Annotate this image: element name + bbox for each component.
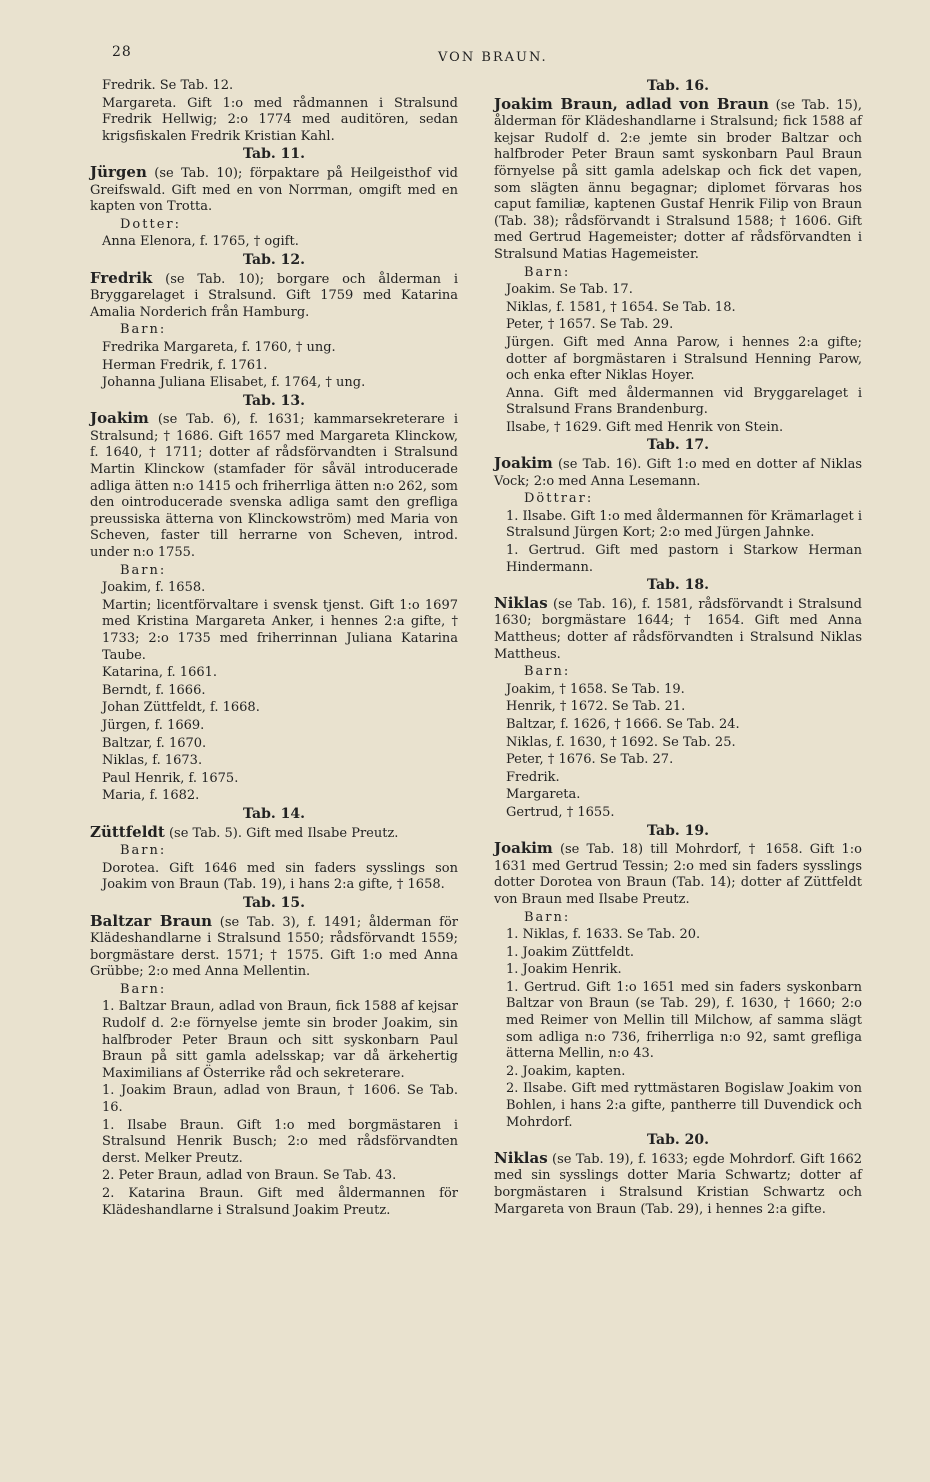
family-entry	[494, 1150, 862, 1218]
list-item: 1. Joakim Züttfeldt.	[506, 944, 635, 960]
list-item: Berndt, f. 1666.	[102, 682, 206, 698]
list-item: 1. Gertrud. Gift med pastorn i Starkow Herman Hindermann.	[506, 543, 862, 575]
entry-text: (se Tab. 10); förpaktare på Heilgeisthof vid Greifswald. Gift med en von Norrman, omgift med en kapten von Trotta.	[90, 165, 458, 215]
table-heading: Tab. 12.	[242, 251, 306, 268]
list-item: Martin; licentförvaltare i svensk tjenst. Gift 1:o 1697 med Kristina Margareta Anker, i hennes 2:a gifte, † 1733; 2:o 1735 med friherrinnan Juliana Katarina Taube.	[102, 597, 458, 663]
list-item: Fredrik.	[506, 769, 560, 785]
list-item: Niklas, f. 1673.	[102, 753, 203, 769]
section-label: Barn:	[524, 264, 571, 280]
list-item: Katarina, f. 1661.	[102, 665, 218, 681]
family-entry	[494, 595, 862, 663]
list-item: Fredrik. Se Tab. 12.	[102, 78, 234, 93]
list-item: Fredrika Margareta, f. 1760, † ung.	[102, 339, 336, 355]
list-item: 1. Niklas, f. 1633. Se Tab. 20.	[506, 927, 701, 943]
list-item: Peter, † 1676. Se Tab. 27.	[506, 752, 674, 768]
list-item: Margareta.	[506, 787, 581, 803]
entry-text: (se Tab. 19), f. 1633; egde Mohrdorf. Gift 1662 med sin sysslings dotter Maria Schwartz; dotter af borgmästaren i Stralsund Kristian Schwartz och Margareta von Braun (Tab. 29), i hennes 2:a gifte.	[494, 1151, 862, 1217]
list-item: Jürgen, f. 1669.	[102, 717, 205, 733]
table-heading: Tab. 18.	[646, 577, 710, 594]
list-item: Baltzar, f. 1670.	[102, 735, 207, 751]
list-item: Ilsabe, † 1629. Gift med Henrik von Stein.	[506, 419, 784, 435]
list-item: 1. Joakim Braun, adlad von Braun, † 1606. Se Tab. 16.	[102, 1083, 458, 1116]
person-name: Niklas	[494, 1148, 548, 1167]
person-name: Jürgen	[90, 162, 147, 181]
list-item: 2. Peter Braun, adlad von Braun. Se Tab. 43.	[102, 1168, 397, 1184]
family-entry	[494, 840, 862, 908]
list-item: Joakim. Se Tab. 17.	[506, 282, 633, 298]
list-item: 2. Joakim, kapten.	[506, 1063, 626, 1079]
list-item: Maria, f. 1682.	[102, 788, 200, 804]
list-item: Dorotea. Gift 1646 med sin faders sysslings son Joakim von Braun (Tab. 19), i hans 2:a gifte, † 1658.	[102, 860, 458, 893]
family-entry	[90, 913, 458, 981]
list-item: Johanna Juliana Elisabet, f. 1764, † ung.	[102, 375, 366, 391]
person-name: Baltzar Braun	[90, 911, 213, 930]
family-entry	[494, 96, 862, 264]
entry-text: (se Tab. 18) till Mohrdorf, † 1658. Gift 1:o 1631 med Gertrud Tessin; 2:o med sin faders sysslings dotter Dorotea von Braun (Tab. 14); dotter af Züttfeldt von Braun med Ilsabe Preutz.	[494, 842, 862, 907]
right-column	[494, 78, 862, 1219]
list-item: Baltzar, f. 1626, † 1666. Se Tab. 24.	[506, 716, 740, 732]
list-item: Joakim, † 1658. Se Tab. 19.	[506, 681, 685, 697]
list-item: Paul Henrik, f. 1675.	[102, 770, 239, 786]
table-heading: Tab. 19.	[646, 822, 710, 839]
list-item: Niklas, f. 1581, † 1654. Se Tab. 18.	[506, 299, 736, 315]
list-item: Jürgen. Gift med Anna Parow, i hennes 2:a gifte; dotter af borgmästaren i Stralsund Henning Parow, och enka efter Niklas Hoyer.	[506, 334, 862, 384]
section-label: Dotter:	[120, 216, 181, 232]
section-label: Barn:	[120, 843, 167, 859]
entry-text: (se Tab. 6), f. 1631; kammarsekreterare i Stralsund; † 1686. Gift 1657 med Margareta Klinckow, f. 1640, † 1711; dotter af rådsförvandten i Stralsund Martin Klinckow (stamfader för såväl introducerade adliga ätten n:o 1415 och friherrliga ätten n:o 262, som den ointroducerade svenska adliga samt den grefliga preussiska ätterna von Klinckowström) med Maria von Scheven, faster till herrarne von Scheven, introd. under n:o 1755.	[90, 412, 458, 561]
list-item: Herman Fredrik, f. 1761.	[102, 357, 268, 373]
entry-text: (se Tab. 10); borgare och ålderman i Bryggarelaget i Stralsund. Gift 1759 med Katarina Amalia Norderich från Hamburg.	[90, 271, 458, 320]
table-heading: Tab. 11.	[242, 146, 306, 163]
list-item: 1. Joakim Henrik.	[506, 962, 622, 978]
list-item: 1. Ilsabe. Gift 1:o med åldermannen för Krämarlaget i Stralsund Jürgen Kort; 2:o med Jürgen Jahnke.	[506, 508, 862, 541]
table-heading: Tab. 14.	[242, 805, 306, 822]
list-item: Henrik, † 1672. Se Tab. 21.	[506, 699, 686, 715]
table-heading: Tab. 17.	[646, 437, 710, 454]
family-entry	[90, 270, 458, 322]
table-heading: Tab. 15.	[242, 894, 306, 911]
entry-text: (se Tab. 16). Gift 1:o med en dotter af Niklas Vock; 2:o med Anna Lesemann.	[494, 457, 862, 489]
list-item: 2. Ilsabe. Gift med ryttmästaren Bogislaw Joakim von Bohlen, i hans 2:a gifte, pantherre till Duvendick och Mohrdorf.	[506, 1081, 862, 1130]
family-entry	[494, 455, 862, 490]
person-name: Fredrik	[90, 268, 153, 287]
person-name: Joakim Braun, adlad von Braun	[494, 94, 769, 113]
list-item: Niklas, f. 1630, † 1692. Se Tab. 25.	[506, 734, 736, 750]
list-item: 2. Katarina Braun. Gift med åldermannen för Klädeshandlarne i Stralsund Joakim Preutz.	[102, 1186, 458, 1218]
entry-text: (se Tab. 16), f. 1581, rådsförvandt i Stralsund 1630; borgmästare 1644; † 1654. Gift med Anna Mattheus; dotter af rådsförvandten i Stralsund Niklas Mattheus.	[494, 596, 862, 662]
section-label: Barn:	[120, 562, 167, 578]
page-number: 28	[112, 44, 132, 60]
section-label: Döttrar:	[524, 491, 594, 507]
section-label: Barn:	[120, 981, 167, 997]
list-item: Joakim, f. 1658.	[102, 580, 206, 596]
person-name: Joakim	[494, 839, 553, 858]
section-label: Barn:	[524, 664, 571, 680]
family-entry	[90, 410, 458, 561]
list-item: 1. Baltzar Braun, adlad von Braun, fick 1588 af kejsar Rudolf d. 2:e förnyelse jemte sin broder Joakim, sin halfbroder Peter Braun och sitt syskonbarn Paul Braun på sitt gamla adelsskap; var då ärkehertig Maximilians af Österrike råd och sekreterare.	[102, 999, 458, 1081]
family-entry	[90, 164, 458, 216]
list-item: Gertrud, † 1655.	[506, 804, 615, 820]
section-label: Barn:	[120, 322, 167, 338]
entry-text: (se Tab. 15), ålderman för Klädeshandlarne i Stralsund; fick 1588 af kejsar Rudolf d. 2:e jemte sin broder Baltzar och halfbroder Peter Braun samt syskonbarn Paul Braun förnyelse på sitt gamla adelskap och fick det vapen, som slägten ännu begagnar; diplomet förvaras hos caput familiæ, kaptenen Gustaf Henrik Filip von Braun (Tab. 38); rådsförvandt i Stralsund 1588; † 1606. Gift med Gertrud Hagemeister; dotter af rådsförvandten i Stralsund Matias Hagemeister.	[494, 97, 863, 262]
section-label: Barn:	[524, 909, 571, 925]
list-item: Anna Elenora, f. 1765, † ogift.	[102, 234, 299, 250]
left-column	[90, 78, 458, 1220]
table-heading: Tab. 20.	[646, 1132, 710, 1149]
person-name: Züttfeldt	[90, 822, 165, 841]
table-heading: Tab. 13.	[242, 392, 306, 409]
entry-text: (se Tab. 3), f. 1491; ålderman för Klädeshandlarne i Stralsund 1550; rådsförvandt 1559; borgmästare derst. 1571; † 1575. Gift 1:o med Anna Grübbe; 2:o med Anna Mellentin.	[90, 914, 458, 980]
table-heading: Tab. 16.	[646, 78, 710, 94]
person-name: Niklas	[494, 593, 548, 612]
family-entry	[90, 824, 458, 843]
list-item: Margareta. Gift 1:o med rådmannen i Stralsund Fredrik Hellwig; 2:o 1774 med auditören, sedan krigsfiskalen Fredrik Kristian Kahl.	[102, 95, 458, 144]
entry-text: (se Tab. 5). Gift med Ilsabe Preutz.	[168, 825, 399, 841]
person-name: Joakim	[90, 409, 149, 428]
list-item: Anna. Gift med åldermannen vid Bryggarelaget i Stralsund Frans Brandenburg.	[506, 385, 862, 418]
list-item: Johan Züttfeldt, f. 1668.	[102, 700, 260, 716]
running-title: VON BRAUN.	[438, 50, 548, 65]
list-item: 1. Ilsabe Braun. Gift 1:o med borgmästaren i Stralsund Henrik Busch; 2:o med rådsförvandten derst. Melker Preutz.	[102, 1117, 458, 1166]
list-item: 1. Gertrud. Gift 1:o 1651 med sin faders syskonbarn Baltzar von Braun (se Tab. 29), f. 1630, † 1660; 2:o med Reimer von Mellin till Milchow, af samma slägt som adliga n:o 736, friherrliga n:o 92, samt grefliga ätterna Mellin, n:o 43.	[506, 979, 862, 1062]
person-name: Joakim	[494, 454, 553, 473]
list-item: Peter, † 1657. Se Tab. 29.	[506, 317, 674, 333]
